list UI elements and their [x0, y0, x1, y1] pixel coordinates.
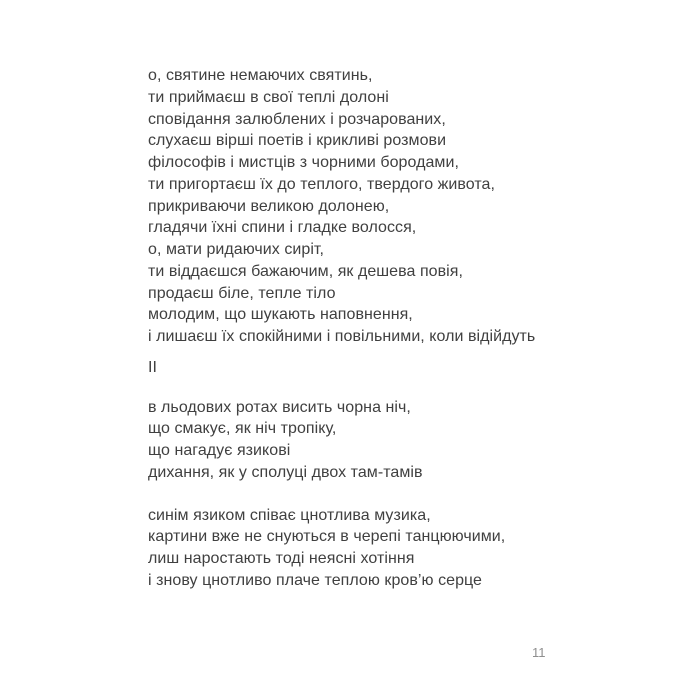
poem-line: лиш наростають тоді неясні хотіння [148, 550, 415, 567]
poem-line: що нагадує язикові [148, 442, 291, 459]
poem-line: філософів і мистців з чорними бородами, [148, 154, 459, 171]
poem-text [148, 65, 535, 592]
poem-line: що смакує, як ніч тропіку, [148, 420, 337, 438]
poem-line: і знову цнотливо плаче теплою кров’ю серце [148, 571, 482, 589]
stanza-2 [148, 397, 535, 484]
poem-line: і лишаєш їх спокійними і повільними, коли відійдуть [148, 328, 536, 345]
poem-line: ти віддаєшся бажаючим, як дешева повія, [148, 262, 463, 280]
poem-line: сповідання залюблених і розчарованих, [148, 110, 446, 128]
poem-line: слухаєш вірші поетів і крикливі розмови [148, 132, 447, 150]
poem-line: о, святине немаючих святинь, [148, 67, 373, 84]
section-heading: II [148, 358, 157, 376]
poem-line: дихання, як у сполуці двох там-тамів [148, 463, 423, 481]
poem-line: ти приймаєш в свої теплі долоні [148, 88, 389, 106]
page-number: 11 [532, 645, 546, 660]
poem-line: гладячи їхні спини і гладке волосся, [148, 219, 417, 237]
poem-line: молодим, що шукають наповнення, [148, 306, 413, 324]
poem-line: синім язиком співає цнотлива музика, [148, 506, 431, 524]
stanza-3 [148, 505, 535, 592]
poem-line: ти пригортаєш їх до теплого, твердого живота, [148, 175, 495, 193]
stanza-1 [148, 65, 535, 348]
poem-line: продаєш біле, тепле тіло [148, 284, 336, 302]
poem-line: прикриваючи великою долонею, [148, 197, 390, 215]
poem-line: о, мати ридаючих сиріт, [148, 241, 325, 258]
poem-line: картини вже не снуються в черепі танцюючими, [148, 528, 506, 546]
poem-line: в льодових ротах висить чорна ніч, [148, 398, 411, 416]
